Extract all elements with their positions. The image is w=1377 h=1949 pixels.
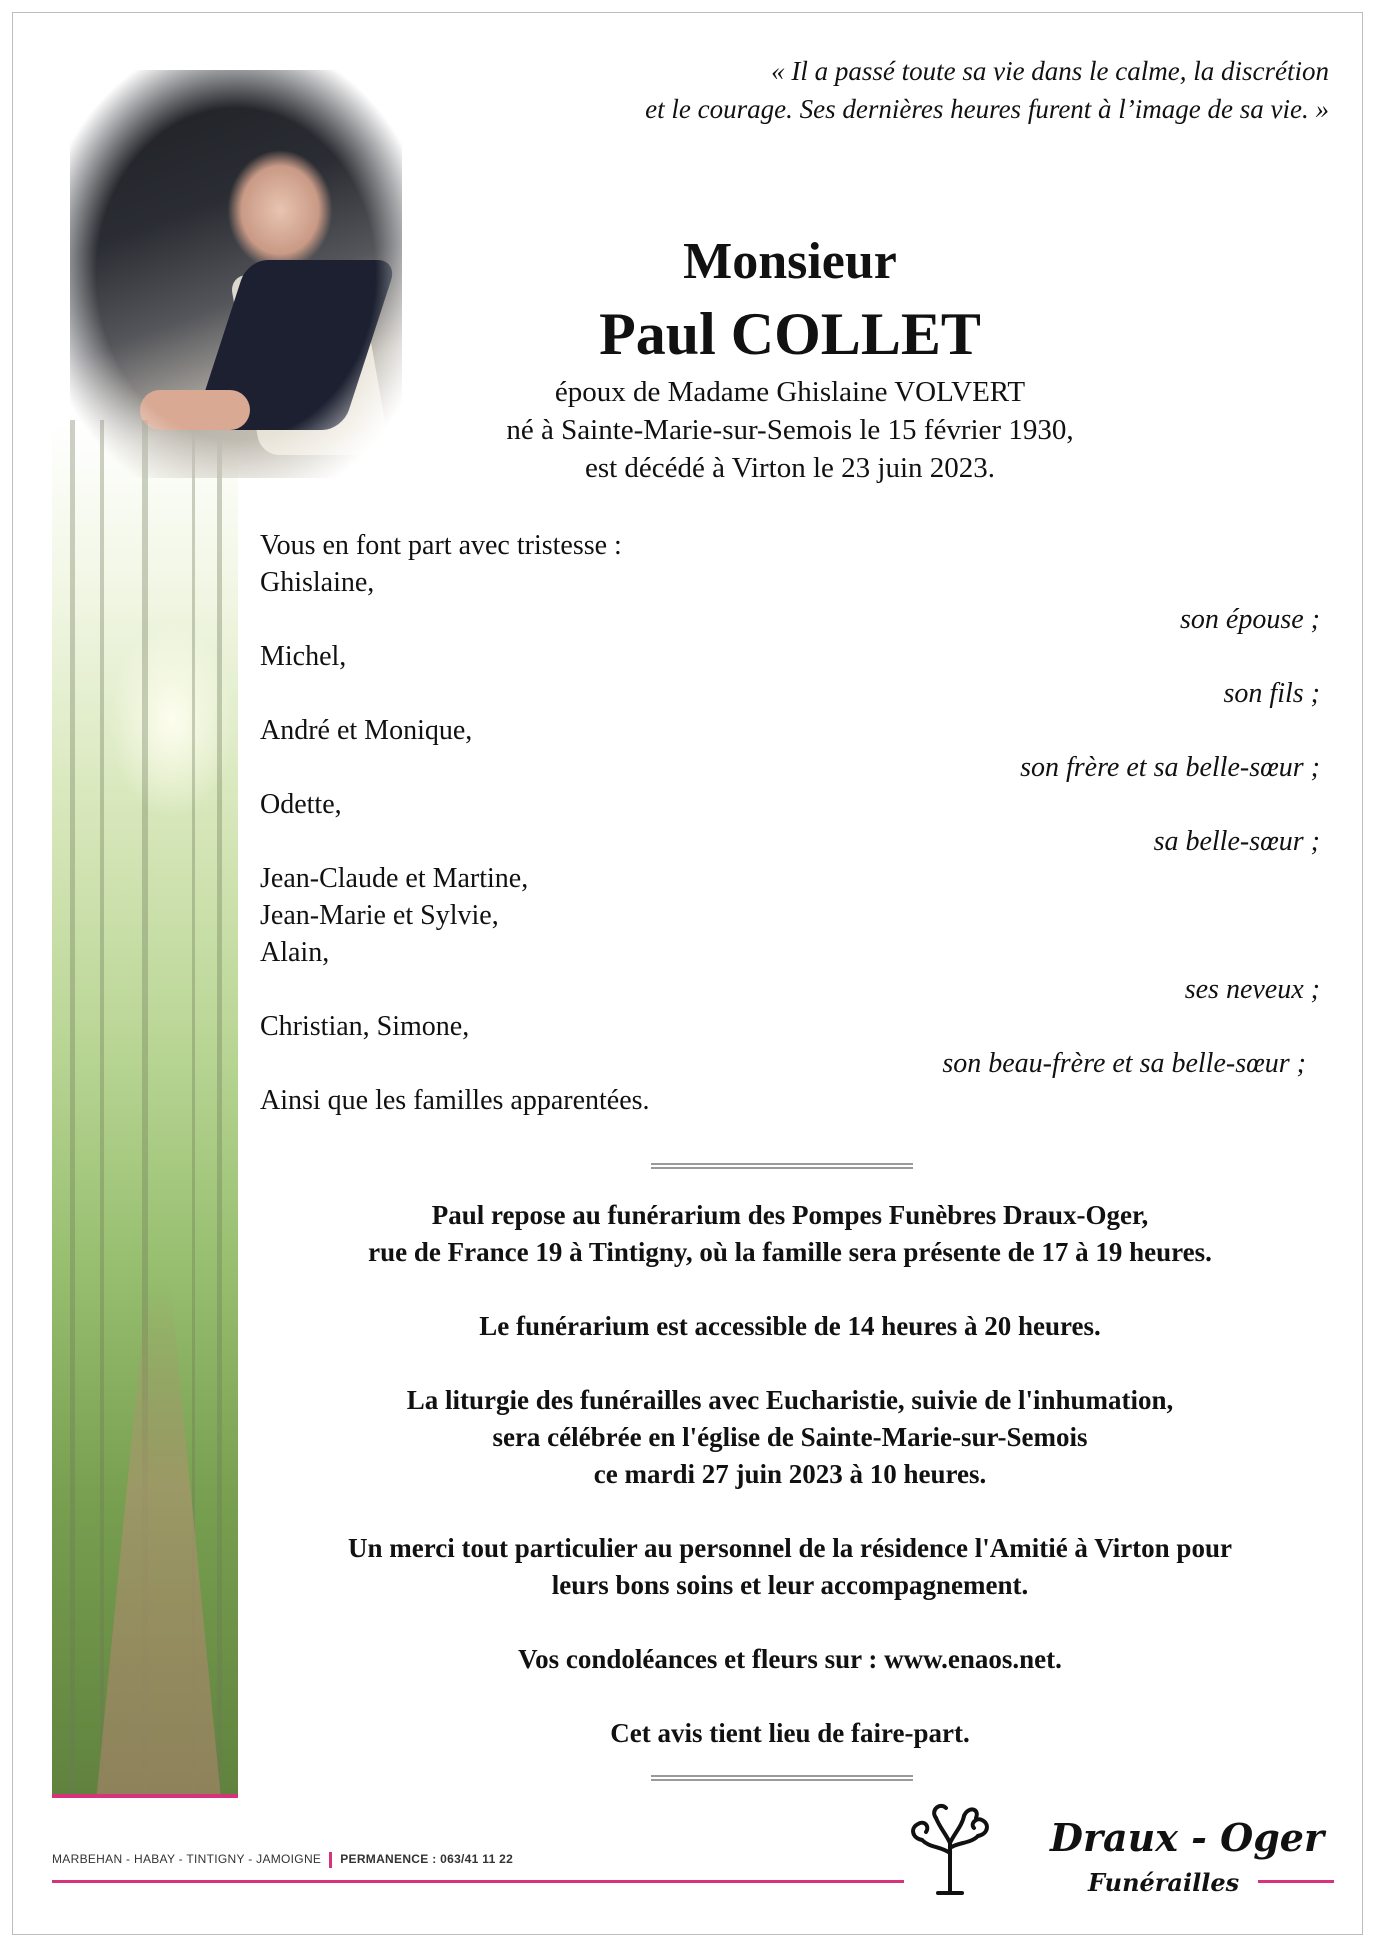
family-names: Odette, (260, 789, 342, 820)
info-line: La liturgie des funérailles avec Eucharistie, suivie de l'inhumation, (406, 1385, 1174, 1415)
family-names: Jean-Marie et Sylvie, (260, 900, 499, 931)
quote-line-1: « Il a passé toute sa vie dans le calme, la discrétion (771, 56, 1329, 86)
family-names: Jean-Claude et Martine, (260, 863, 529, 894)
portrait-photo (70, 70, 402, 478)
info-line: Paul repose au funérarium des Pompes Funèbres Draux-Oger, (431, 1200, 1149, 1230)
info-line: sera célébrée en l'église de Sainte-Marie-sur-Semois (492, 1422, 1088, 1452)
info-hours: Le funérarium est accessible de 14 heures à 20 heures. (479, 1311, 1101, 1341)
family-names: Ghislaine, (260, 567, 375, 598)
footer-line-right (1258, 1880, 1334, 1883)
spouse-line: époux de Madame Ghislaine VOLVERT (554, 376, 1026, 408)
quote-line-2: et le courage. Ses dernières heures furent à l’image de sa vie. » (645, 94, 1329, 124)
divider-bottom (651, 1775, 913, 1781)
info-notice: Cet avis tient lieu de faire-part. (610, 1718, 970, 1748)
footer-separator (329, 1852, 332, 1868)
forest-path-image (52, 420, 238, 1796)
epigraph-quote (429, 52, 1329, 128)
info-condolences: Vos condoléances et fleurs sur : www.enaos.net. (518, 1644, 1062, 1674)
brand-name: Draux - Oger (1050, 1815, 1324, 1860)
family-names: André et Monique, (260, 715, 473, 746)
brand-subtitle: Funérailles (1088, 1868, 1240, 1897)
family-intro: Vous en font part avec tristesse : (260, 530, 622, 561)
info-line: rue de France 19 à Tintigny, où la famille sera présente de 17 à 19 heures. (368, 1237, 1212, 1267)
family-relation: sa belle-sœur ; (1153, 826, 1320, 857)
family-relation: son épouse ; (1180, 604, 1320, 635)
divider-top (651, 1163, 913, 1169)
towns-text: MARBEHAN - HABAY - TINTIGNY - JAMOIGNE (52, 1852, 322, 1867)
family-relation: son frère et sa belle-sœur ; (1020, 752, 1320, 783)
permanence-text: PERMANENCE : 063/41 11 22 (340, 1852, 514, 1867)
family-closing: Ainsi que les familles apparentées. (260, 1085, 650, 1116)
info-line: Un merci tout particulier au personnel de la résidence l'Amitié à Virton pour (348, 1533, 1232, 1563)
forest-accent-line (52, 1794, 238, 1798)
footer-locations (52, 1852, 513, 1868)
family-relation: son fils ; (1223, 678, 1320, 709)
family-names: Christian, Simone, (260, 1011, 470, 1042)
family-names: Michel, (260, 641, 347, 672)
tree-logo-icon (900, 1798, 1000, 1898)
info-line: ce mardi 27 juin 2023 à 10 heures. (593, 1459, 987, 1489)
family-names: Alain, (260, 937, 330, 968)
family-relation: son beau-frère et sa belle-sœur ; (942, 1048, 1306, 1079)
info-line: leurs bons soins et leur accompagnement. (551, 1570, 1029, 1600)
info-funerarium (260, 1197, 1320, 1271)
info-liturgy (260, 1382, 1320, 1493)
info-thanks (260, 1530, 1320, 1604)
honorific: Monsieur (683, 233, 897, 290)
footer-line-left (52, 1880, 904, 1883)
deceased-name: Paul COLLET (599, 301, 981, 367)
family-relation: ses neveux ; (1184, 974, 1320, 1005)
birth-line: né à Sainte-Marie-sur-Semois le 15 février 1930, (506, 414, 1074, 446)
death-line: est décédé à Virton le 23 juin 2023. (584, 452, 996, 484)
